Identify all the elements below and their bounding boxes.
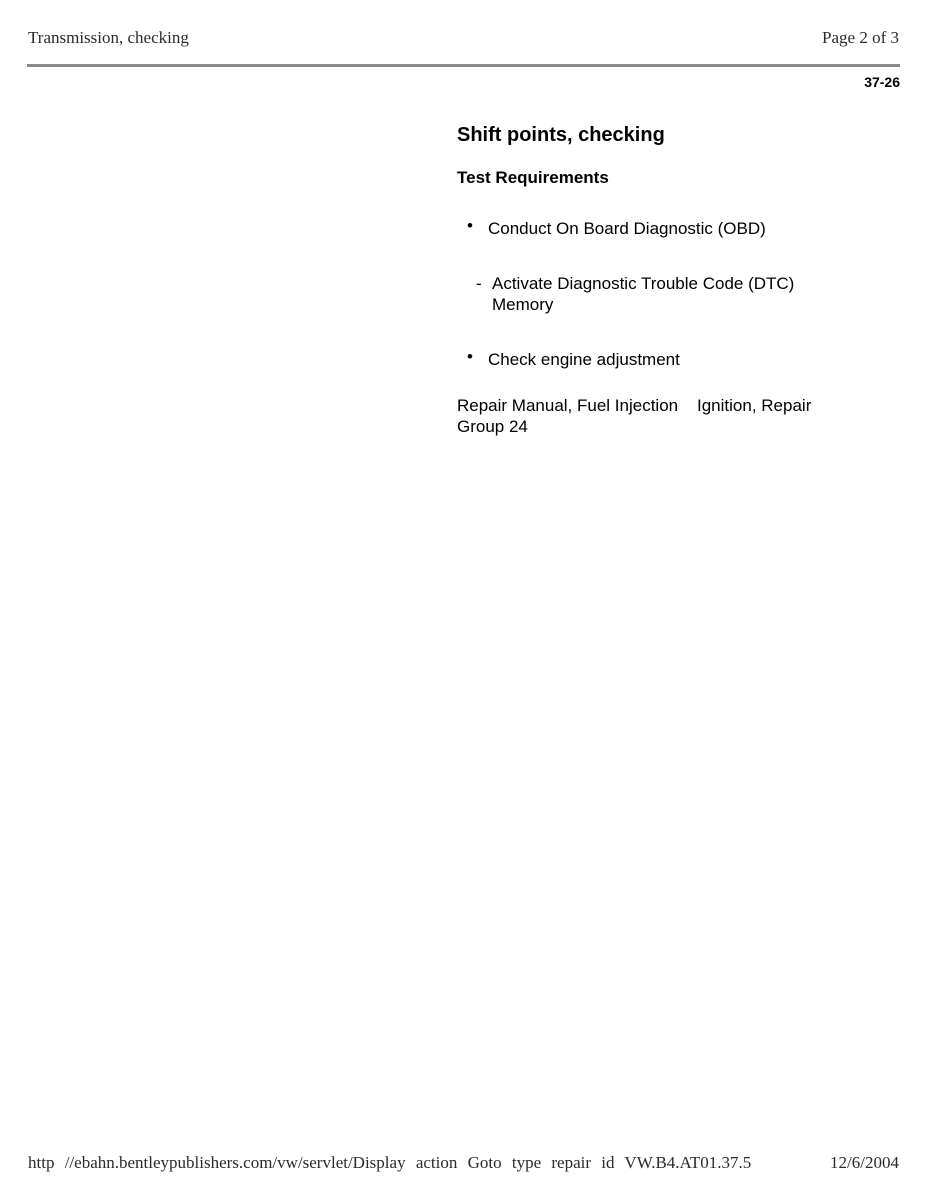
main-content: [457, 122, 857, 436]
repair-manual-reference: Repair Manual, Fuel Injection Ignition, Repair Group 24: [457, 396, 817, 436]
list-item: [476, 273, 836, 315]
header-title: Transmission, checking: [28, 28, 189, 47]
manual-page-number: 37-26: [864, 74, 900, 90]
footer-date: 12/6/2004: [830, 1153, 899, 1172]
header-divider: [27, 64, 900, 67]
footer-url: http //ebahn.bentleypublishers.com/vw/servlet/Display action Goto type repair id VW.B4.AT01.37.5: [28, 1153, 752, 1172]
bullet-icon: •: [467, 347, 473, 366]
page-indicator: Page 2 of 3: [822, 28, 899, 47]
test-requirements-heading: Test Requirements: [457, 168, 609, 187]
list-item-text: Activate Diagnostic Trouble Code (DTC) Memory: [492, 274, 795, 314]
list-item-text: Check engine adjustment: [488, 350, 680, 369]
section-title: Shift points, checking: [457, 124, 665, 146]
list-item: [467, 349, 847, 370]
list-item: [467, 218, 847, 239]
dash-icon: -: [476, 274, 482, 293]
list-item-text: Conduct On Board Diagnostic (OBD): [488, 219, 766, 238]
bullet-icon: •: [467, 216, 473, 235]
